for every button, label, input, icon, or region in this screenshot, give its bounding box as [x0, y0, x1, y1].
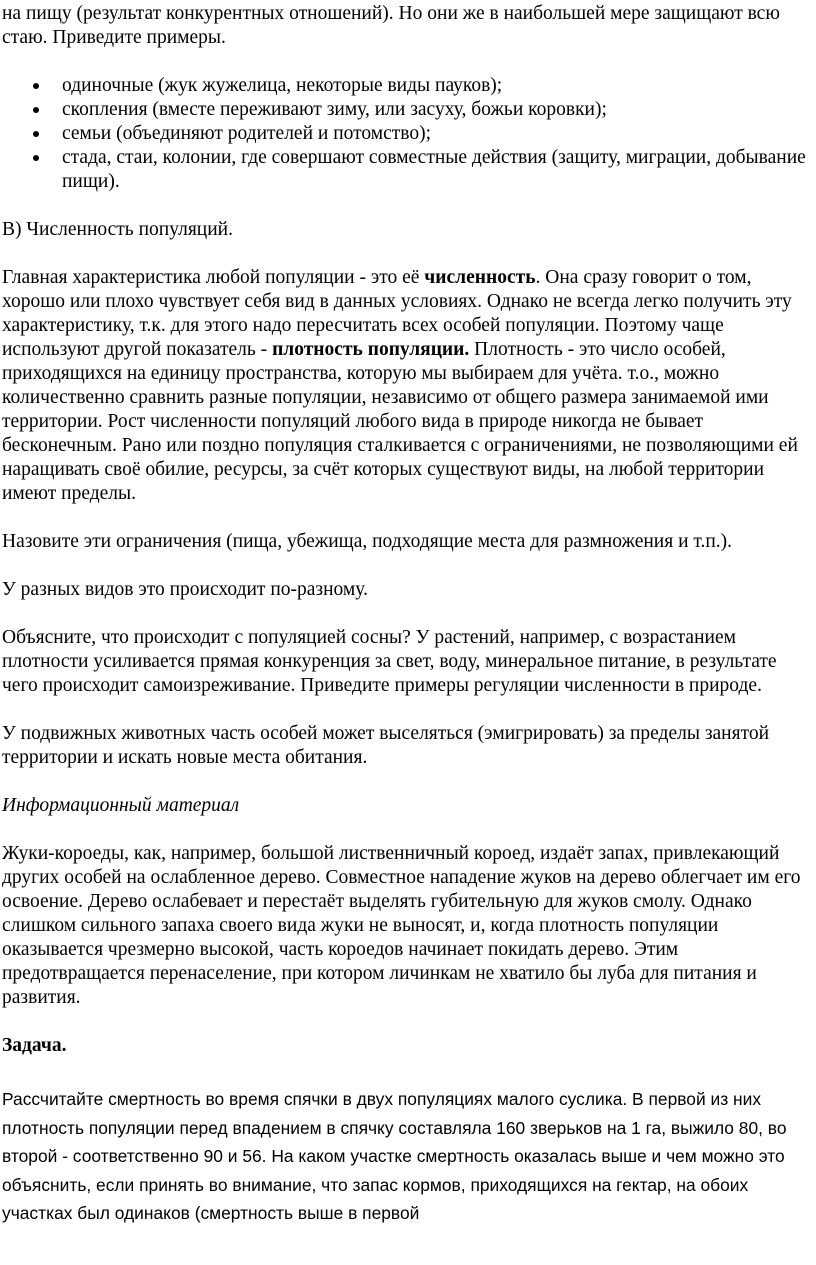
grouping-list — [2, 74, 816, 194]
term-density: плотность популяции. — [272, 339, 470, 360]
species-paragraph: У разных видов это происходит по-разному. — [2, 579, 368, 600]
task-paragraph: Рассчитайте смертность во время спячки в двух популяциях малого суслика. В первой из них плотность популяции перед впадением в спячку составляла 160 зверьков на 1 га, выжило 80, во второй - соответственно 90 и 56. На каком участке смертность оказалась выше и чем можно это объяснить, если принять во внимание, что запас кормов, приходящихся на гектар, на обоих участках был одинаков (смертность выше в первой — [2, 1089, 787, 1223]
animals-paragraph: У подвижных животных часть особей может выселяться (эмигрировать) за пределы занятой территории и искать новые места обитания. — [2, 723, 770, 768]
term-abundance: численность — [424, 267, 536, 288]
pine-paragraph: Объясните, что происходит с популяцией сосны? У растений, например, с возрастанием плотности усиливается прямая конкуренция за свет, воду, минеральное питание, в результате чего происходит самоизреживание. Приведите примеры регуляции численности в природе. — [2, 627, 777, 696]
beetles-paragraph: Жуки-короеды, как, например, большой лиственничный короед, издаёт запах, привлекающий других особей на ослабленное дерево. Совместное нападение жуков на дерево облегчает им его освоение. Дерево ослабевает и перестаёт выделять губительную для жуков смолу. Однако слишком сильного запаха своего вида жуки не выносят, и, когда плотность популяции оказывается чрезмерно высокой, часть короедов начинает покидать дерево. Этим предотвращается перенаселение, при котором личинкам не хватило бы луба для питания и развития. — [2, 843, 801, 1008]
intro-paragraph: на пищу (результат конкурентных отношений). Но они же в наибольшей мере защищают всю стаю. Приведите примеры. — [2, 3, 780, 48]
list-item: стада, стаи, колонии, где совершают совместные действия (защиту, миграции, добывание пищи). — [2, 146, 816, 194]
section-heading-b: В) Численность популяций. — [2, 219, 233, 240]
list-item: одиночные (жук жужелица, некоторые виды пауков); — [2, 74, 816, 98]
info-heading: Информационный материал — [2, 795, 240, 816]
limits-paragraph: Назовите эти ограничения (пища, убежища, подходящие места для размножения и т.п.). — [2, 531, 733, 552]
population-size-paragraph — [2, 266, 816, 506]
text-span: Плотность - это число особей, приходящихся на единицу пространства, которую мы выбираем для учёта. т.о., можно количественно сравнить разные популяции, независимо от общего размера занимаемой ими территории. Рост численности популяций любого вида в природе никогда не бывает бесконечным. Рано или поздно популяция сталкивается с ограничениями, не позволяющими ей наращивать своё обилие, ресурсы, за счёт которых существуют виды, на любой территории имеют пределы. — [2, 339, 798, 504]
text-span: Главная характеристика любой популяции - это её — [2, 267, 425, 288]
list-item: скопления (вместе переживают зиму, или засуху, божьи коровки); — [2, 98, 816, 122]
task-heading: Задача. — [2, 1035, 67, 1056]
list-item: семьи (объединяют родителей и потомство); — [2, 122, 816, 146]
text-span: . Она сразу говорит о том, хорошо или плохо чувствует себя вид в данных условиях. Однако не всегда легко получить эту характеристику, т.к. для этого надо пересчитать всех особей популяции. Поэтому чаще используют другой показатель - — [2, 267, 792, 360]
